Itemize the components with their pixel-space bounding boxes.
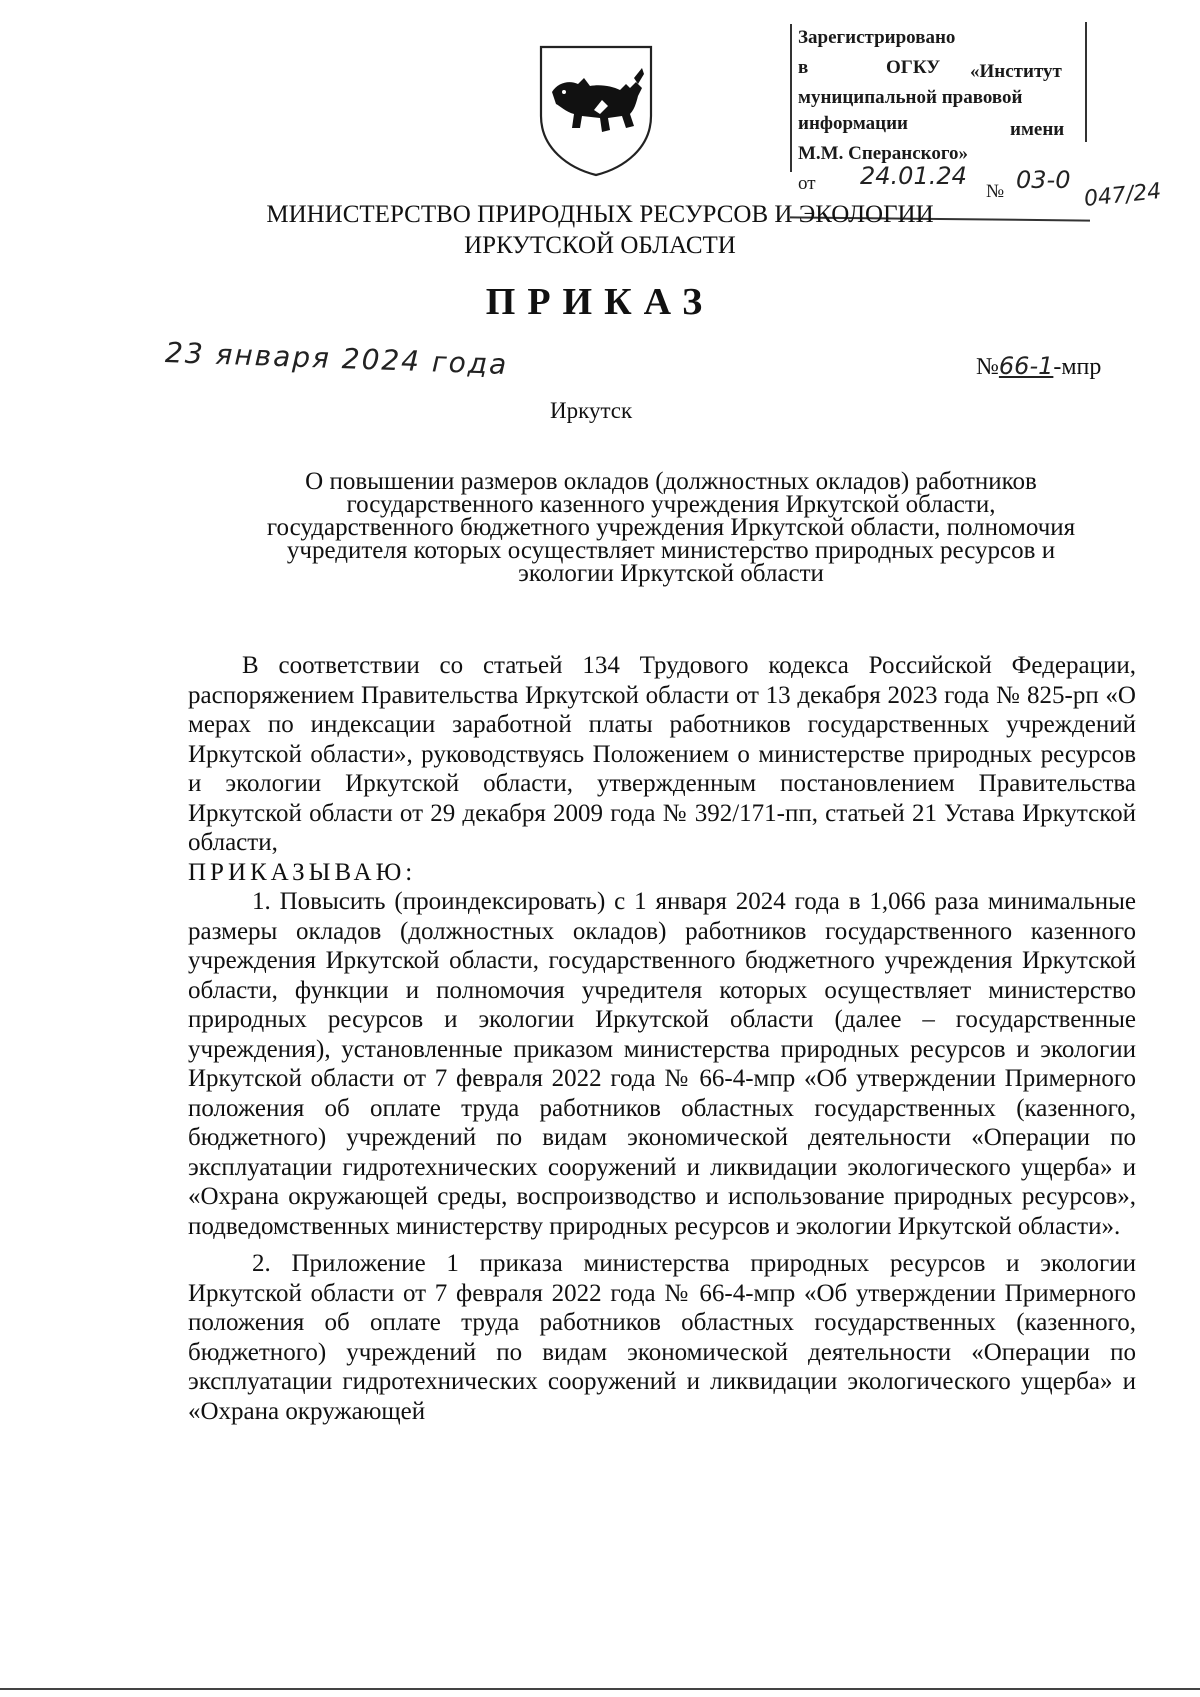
subject-line: О повышении размеров окладов (должностных окладов) работников bbox=[305, 468, 1037, 495]
stamp-line-institute: «Институт bbox=[970, 61, 1062, 82]
stamp-line-in: в bbox=[798, 57, 809, 78]
subject-line: экологии Иркутской области bbox=[518, 560, 824, 587]
ministry-name-line1: МИНИСТЕРСТВО ПРИРОДНЫХ РЕСУРСОВ И ЭКОЛОГИИ bbox=[266, 201, 934, 228]
stamp-number-handwritten: 03-0 bbox=[1016, 166, 1071, 194]
order-city: Иркутск bbox=[550, 398, 633, 423]
subject-line: государственного казенного учреждения Иркутской области, bbox=[346, 491, 996, 518]
order-number-suffix: -мпр bbox=[1053, 354, 1102, 380]
order-body bbox=[188, 651, 1136, 1426]
item-2-paragraph: 2. Приложение 1 приказа министерства природных ресурсов и экологии Иркутской области от 7 февраля 2022 года № 66-4-мпр «Об утверждении Примерного положения об оплате труда работников областных государственных (казенного, бюджетного) учреждений по видам экономической деятельности «Операции по эксплуатации гидротехнических сооружений и ликвидации экологического ущерба» и «Охрана окружающей bbox=[188, 1250, 1136, 1425]
stamp-line-number: № bbox=[986, 181, 1005, 202]
subject-line: учредителя которых осуществляет министерство природных ресурсов и bbox=[286, 537, 1056, 564]
coat-of-arms-icon bbox=[538, 44, 654, 178]
order-number-handwritten: 66-1 bbox=[998, 352, 1054, 380]
order-number-prefix: № bbox=[976, 354, 999, 380]
stamp-line-from: от bbox=[798, 173, 816, 194]
page-bottom-edge bbox=[0, 1688, 1200, 1690]
order-subject bbox=[196, 470, 1146, 585]
stamp-date-handwritten: 24.01.24 bbox=[860, 162, 967, 190]
stamp-line-registered: Зарегистрировано bbox=[798, 27, 956, 48]
subject-line: государственного бюджетного учреждения Иркутской области, полномочия bbox=[266, 514, 1076, 541]
stamp-line-information: информации bbox=[798, 113, 908, 134]
order-date-handwritten: 23 января 2024 года bbox=[164, 336, 509, 381]
stamp-line-municipal: муниципальной правовой bbox=[798, 87, 1023, 108]
stamp-number-tail-handwritten: 047/24 bbox=[1082, 179, 1163, 212]
registration-stamp bbox=[790, 22, 1163, 222]
preamble-paragraph: В соответствии со статьей 134 Трудового кодекса Российской Федерации, распоряжением Правительства Иркутской области от 13 декабря 2023 года № 825-рп «О мерах по индексации заработной платы работников государственных учреждений Иркутской области», руководствуясь Положением о министерстве природных ресурсов и экологии Иркутской области, утвержденным постановлением Правительства Иркутской области от 29 декабря 2009 года № 392/171-пп, статьей 21 Устава Иркутской области, bbox=[188, 652, 1136, 856]
stamp-line-speransky: М.М. Сперанского» bbox=[798, 143, 969, 164]
order-title: ПРИКАЗ bbox=[485, 281, 715, 323]
ministry-name-line2: ИРКУТСКОЙ ОБЛАСТИ bbox=[464, 232, 736, 259]
order-number bbox=[976, 352, 1101, 381]
coat-of-arms-emblem bbox=[538, 44, 654, 178]
stamp-line-ogku: ОГКУ bbox=[886, 57, 941, 78]
prikazyvayu-heading: ПРИКАЗЫВАЮ: bbox=[188, 858, 417, 886]
stamp-line-name: имени bbox=[1010, 119, 1065, 140]
item-1-paragraph: 1. Повысить (проиндексировать) с 1 января 2024 года в 1,066 раза минимальные размеры окладов (должностных окладов) работников государственного казенного учреждения Иркутской области, государственного бюджетного учреждения Иркутской области, функции и полномочия учредителя которых осуществляет министерство природных ресурсов и экологии Иркутской области (далее – государственные учреждения), установленные приказом министерства природных ресурсов и экологии Иркутской области от 7 февраля 2022 года № 66-4-мпр «Об утверждении Примерного положения об оплате труда работников областных государственных (казенного, бюджетного) учреждений по видам экономической деятельности «Операции по эксплуатации гидротехнических сооружений и ликвидации экологического ущерба» и «Охрана окружающей среды, воспроизводство и использование природных ресурсов», подведомственных министерству природных ресурсов и экологии Иркутской области». bbox=[188, 888, 1136, 1240]
